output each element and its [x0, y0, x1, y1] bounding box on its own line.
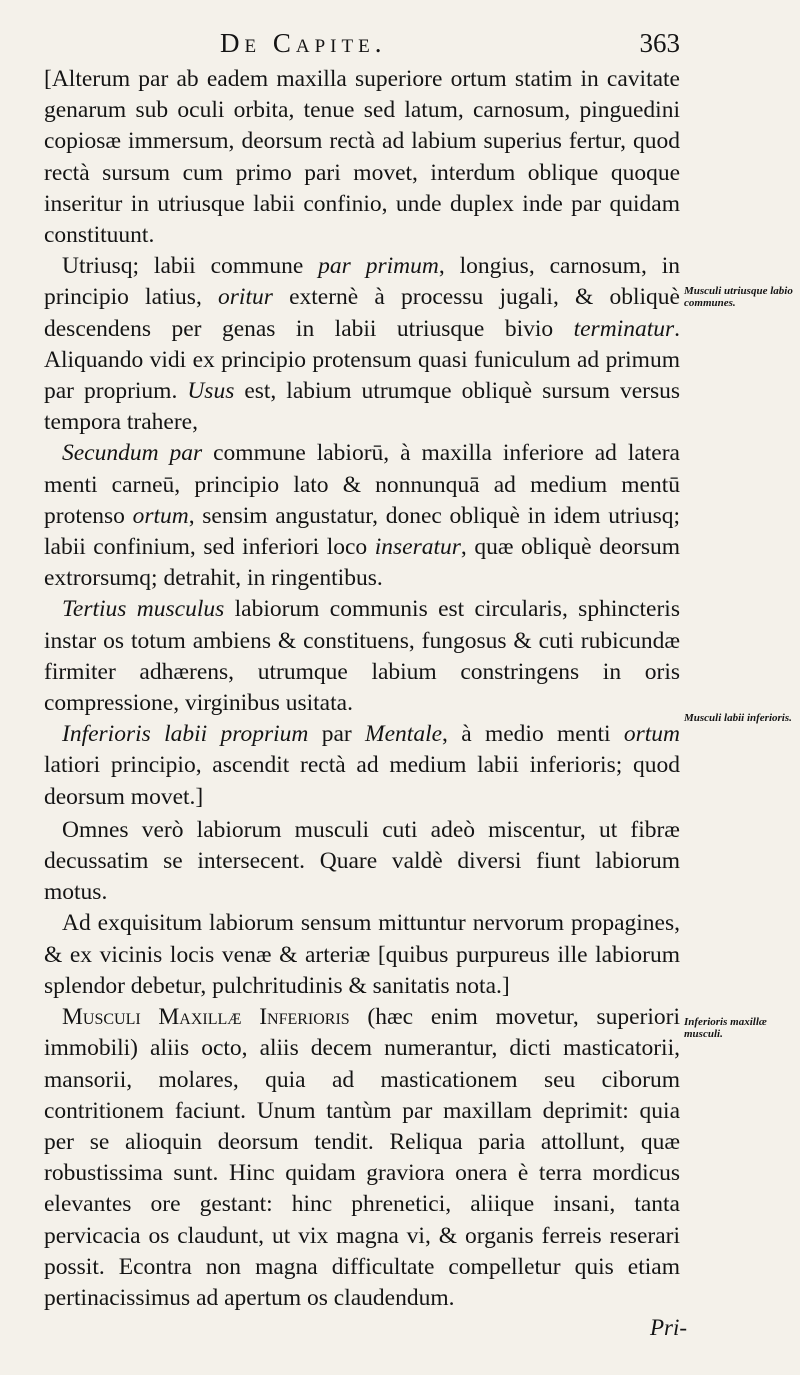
text-run: par: [308, 721, 366, 748]
text-run: (hæc enim movetur, superiori immobili) aliis octo, aliis decem numerantur, dicti masticatorii, mansorii, molares, quia ad masticationem seu ciborum contritionem faciunt. Unum tantùm par maxillam deprimit: quia per se alioquin deorsum tendit. Reliqua paria attollunt, quæ robustissima sunt. Hinc quidam graviora onera è terra mordicus elevantes ore gestant: hinc phrenetici, aliique insani, tanta pervicacia os claudunt, ut vix magna vi, & organis ferreis reserari possit. Econtra non magna difficultate compelletur quis etiam pertinacissimus ad apertum os claudendum.: [44, 1004, 681, 1311]
italic-run: Mentale: [365, 721, 443, 748]
italic-run: terminatur: [573, 315, 675, 342]
italic-run: Tertius musculus: [62, 596, 225, 623]
text-run: , quæ obliquè deorsum extrorsumq; detrahit, in ringentibus.: [44, 534, 681, 592]
text-run: Omnes verò labiorum musculi cuti adeò miscentur, ut fibræ decussatim se intersecent. Quare valdè diversi fiunt labiorum motus.: [44, 816, 680, 906]
page-number: 363: [639, 28, 680, 58]
text-run: labiorum communis est circularis, sphincteris instar os totum ambiens & constituens, fungosus & cuti rubicundæ firmiter adhærens, utrumque labium constringens in oris compressione, virginibus usitata.: [44, 596, 680, 717]
italic-run: Usus: [187, 378, 235, 405]
text-run: Utriusq; labii commune: [62, 253, 319, 280]
text-run: [Alterum par ab eadem maxilla superiore ortum statim in cavitate genarum sub oculi orbita, tenue sed latum, carnosum, pinguedini copiosæ immersum, deorsum rectà ad labium superius fertur, quod rectà sursum cum primo pari movet, interdum oblique quoque inseritur in utriusque labii confinio, unde duplex inde par quidam constituunt.: [44, 66, 680, 249]
paragraph: [44, 251, 680, 438]
paragraph: [44, 908, 680, 1002]
italic-run: ortum: [623, 721, 680, 748]
text-run: , à medio menti: [442, 721, 624, 748]
text-run: Ad exquisitum labiorum sensum mittuntur nervorum propagines, & ex vicinis locis venæ & arteriæ [quibus purpureus ille labiorum splendor debetur, pulchritudinis & sanitatis nota.]: [44, 910, 680, 999]
italic-run: ortum: [132, 502, 189, 529]
text-run: est, labium utrumque obliquè sursum versus tempora trahere,: [44, 378, 681, 436]
catchword: Pri-: [650, 1315, 688, 1340]
text-run: commune labiorū, à maxilla inferiore ad latera menti carneū, principio lato & nonnunquā ad medium mentū protenso: [44, 440, 680, 529]
text-run: latiori principio, ascendit rectà ad medium labii inferioris; quod deorsum movet.]: [44, 752, 680, 810]
margin-note: Musculi utriusque labio communes.: [684, 285, 793, 309]
italic-run: Inferioris labii proprium: [62, 721, 309, 748]
paragraph: [44, 594, 680, 719]
margin-note: Musculi labii inferioris.: [684, 712, 792, 724]
text-run: , longius, carnosum, in principio latius,: [44, 253, 681, 311]
italic-run: oritur: [218, 284, 273, 311]
page-header: [40, 28, 680, 64]
paragraph: [44, 815, 680, 909]
paragraph: [44, 438, 680, 594]
paragraph: [44, 1002, 680, 1314]
italic-run: Secundum par: [62, 440, 203, 467]
small-caps-run: Musculi Maxillæ Inferioris: [62, 1004, 350, 1031]
italic-run: par primum: [318, 253, 439, 280]
body-text: [44, 64, 680, 1314]
italic-run: inseratur: [374, 534, 461, 561]
paragraph: [44, 719, 680, 813]
margin-notes: [684, 0, 796, 1375]
paragraph: [44, 64, 680, 251]
margin-note: Inferioris maxillæ musculi.: [684, 1016, 767, 1040]
text-run: externè à processu jugali, & obliquè descendens per genas in labii utriusque bivio: [44, 284, 680, 342]
running-head: De Capite.: [220, 28, 387, 58]
text-run: , sensim angustatur, donec obliquè in idem utriusq; labii confinium, sed inferiori loco: [44, 502, 680, 561]
text-run: . Aliquando vidi ex principio protensum quasi funiculum ad primum par proprium.: [44, 315, 680, 405]
